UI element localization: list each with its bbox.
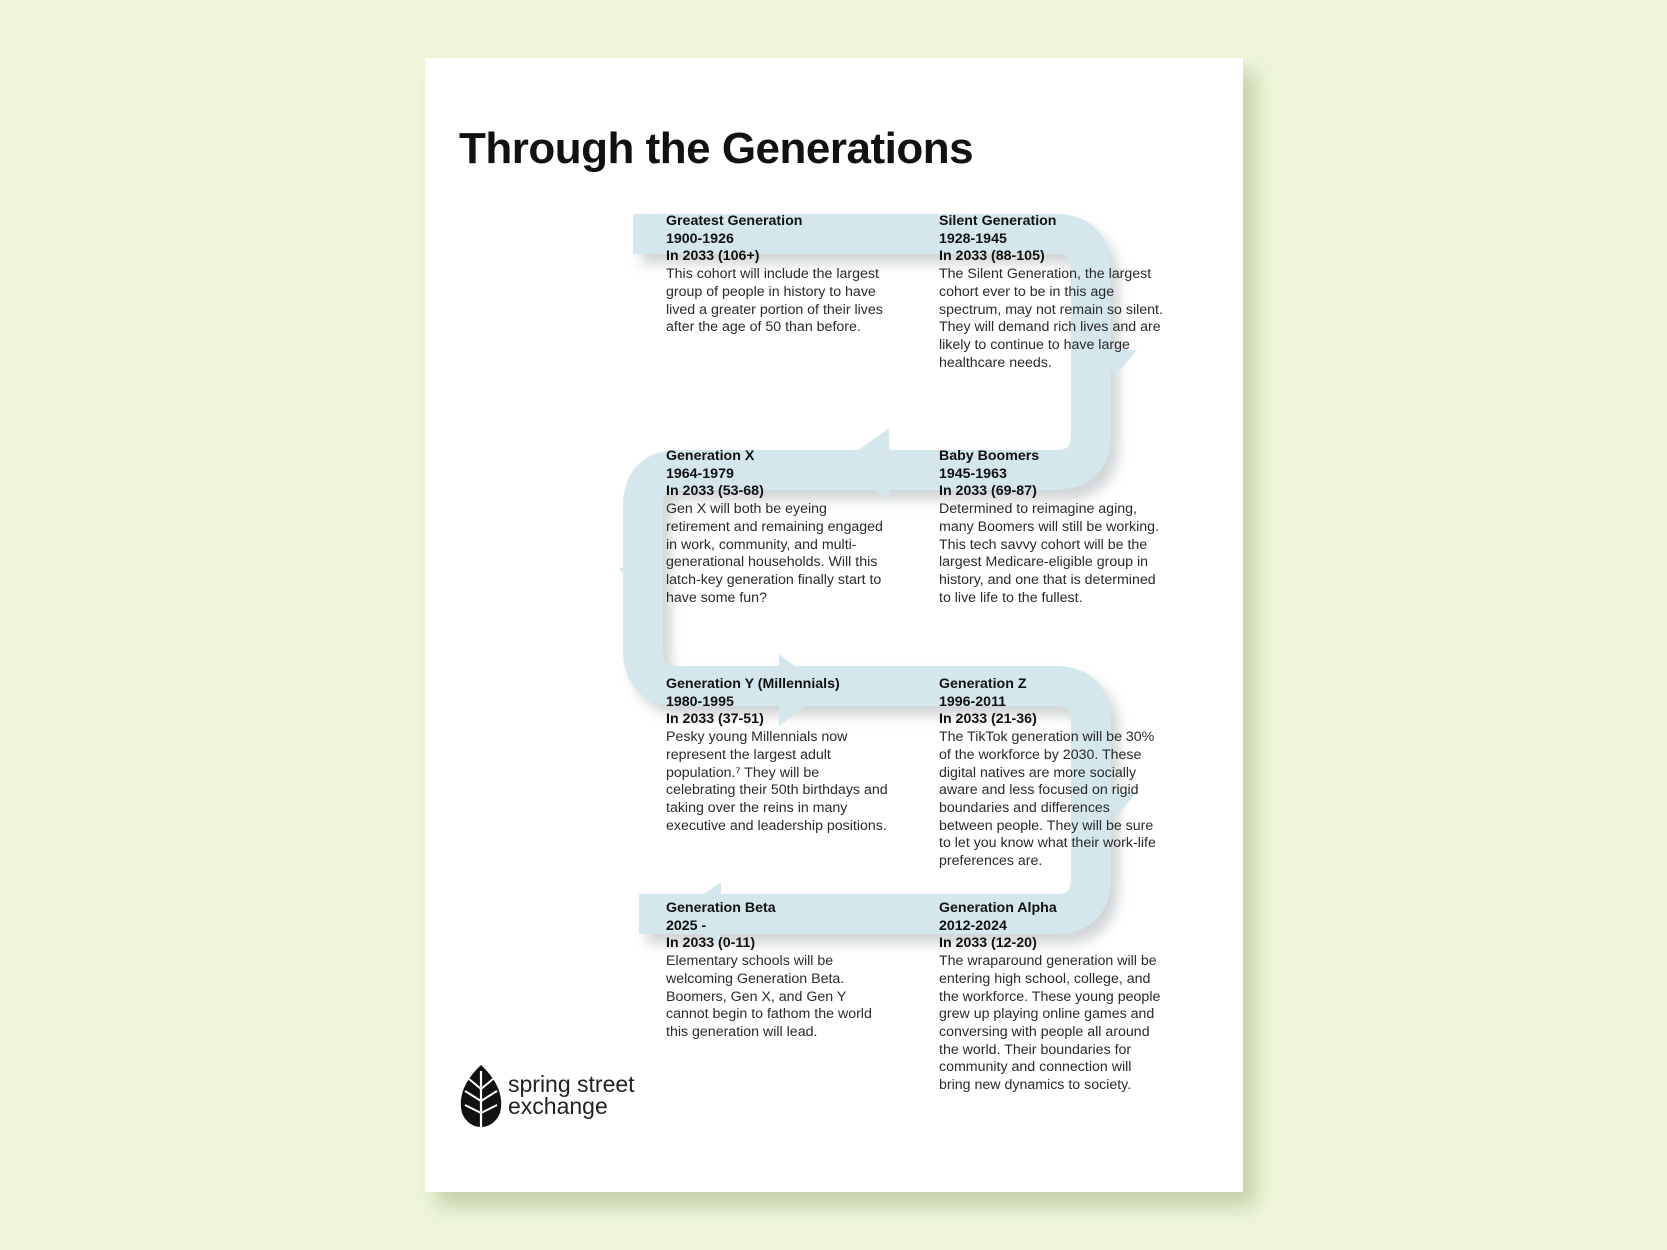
generation-card-beta — [666, 900, 891, 1042]
generation-age-2033: In 2033 (0-11) — [666, 935, 756, 952]
brand-wordmark — [508, 1073, 635, 1117]
generation-card-boomers — [939, 448, 1164, 607]
generation-name: Generation Beta — [666, 900, 776, 916]
brand-line-1: spring street — [508, 1071, 635, 1097]
document-page — [425, 58, 1243, 1192]
brand-line-2: exchange — [508, 1093, 608, 1119]
generation-description: The wraparound generation will be entering high school, college, and the workforce. These young people grew up playing online games and conversing with people all around the world. Their boundaries for community and connection will bring new dynamics to society. — [939, 953, 1161, 1094]
generation-years: 1964-1979 — [666, 465, 734, 482]
generation-age-2033: In 2033 (106+) — [666, 248, 760, 265]
page-title: Through the Generations — [459, 124, 974, 173]
generation-description: The TikTok generation will be 30% of the workforce by 2030. These digital natives are more socially aware and less focused on rigid boundaries and differences between people. They will be sure to let you know what their work-life preferences are. — [939, 729, 1156, 870]
generation-card-x — [666, 448, 891, 607]
leaf-icon — [458, 1063, 504, 1129]
generation-years: 1900-1926 — [666, 230, 734, 247]
generation-card-greatest — [666, 213, 891, 337]
generation-age-2033: In 2033 (69-87) — [939, 483, 1037, 500]
generation-age-2033: In 2033 (37-51) — [666, 711, 764, 728]
generation-years: 2025 - — [666, 917, 707, 934]
generation-description: Determined to reimagine aging, many Boomers will still be working. This tech savvy cohort will be the largest Medicare-eligible group in history, and one that is determined to live life to the fullest. — [939, 501, 1159, 606]
generation-card-silent — [939, 213, 1164, 372]
brand-logo — [458, 1063, 658, 1133]
generation-name: Generation Z — [939, 676, 1027, 692]
generation-name: Generation Alpha — [939, 900, 1057, 916]
generation-card-alpha — [939, 900, 1164, 1095]
generation-age-2033: In 2033 (88-105) — [939, 248, 1045, 265]
generation-years: 1980-1995 — [666, 693, 734, 710]
generation-name: Generation X — [666, 448, 755, 464]
generation-description: This cohort will include the largest group of people in history to have lived a greater portion of their lives after the age of 50 than before. — [666, 266, 883, 336]
generation-years: 1996-2011 — [939, 693, 1007, 710]
generation-description: Pesky young Millennials now represent the largest adult population.⁷ They will be celebrating their 50th birthdays and taking over the reins in many executive and leadership positions. — [666, 729, 888, 834]
generation-description: Gen X will both be eyeing retirement and remaining engaged in work, community, and multi-generational households. Will this latch-key generation finally start to have some fun? — [666, 501, 883, 606]
generation-name: Greatest Generation — [666, 213, 803, 229]
generation-years: 1928-1945 — [939, 230, 1007, 247]
generation-age-2033: In 2033 (53-68) — [666, 483, 764, 500]
generation-name: Baby Boomers — [939, 448, 1040, 464]
generation-years: 1945-1963 — [939, 465, 1007, 482]
generation-name: Silent Generation — [939, 213, 1057, 229]
generation-age-2033: In 2033 (12-20) — [939, 935, 1037, 952]
generation-card-y — [666, 676, 891, 835]
generation-description: Elementary schools will be welcoming Generation Beta. Boomers, Gen X, and Gen Y cannot begin to fathom the world this generation will lead. — [666, 953, 872, 1040]
generation-card-z — [939, 676, 1164, 871]
generation-age-2033: In 2033 (21-36) — [939, 711, 1037, 728]
generation-name: Generation Y (Millennials) — [666, 676, 840, 692]
generation-description: The Silent Generation, the largest cohort ever to be in this age spectrum, may not remain so silent. They will demand rich lives and are likely to continue to have large healthcare needs. — [939, 266, 1163, 371]
generation-years: 2012-2024 — [939, 917, 1007, 934]
